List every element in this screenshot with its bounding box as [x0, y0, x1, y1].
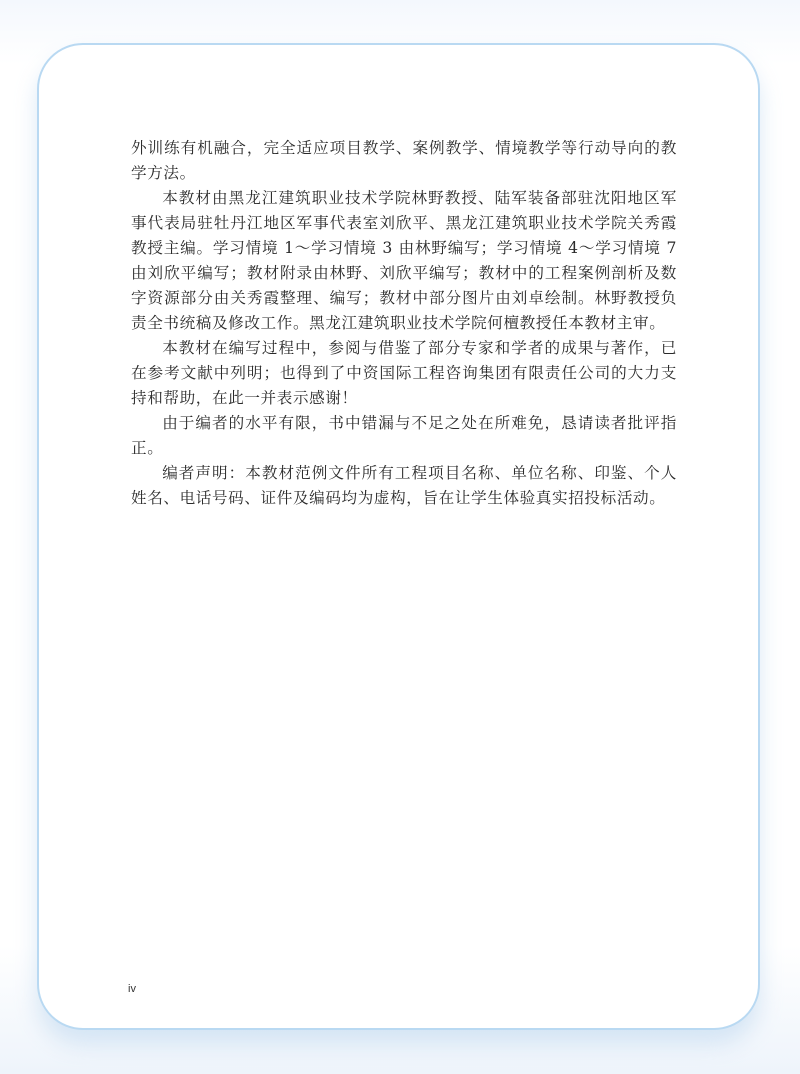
paragraph-editor-statement: 编者声明：本教材范例文件所有工程项目名称、单位名称、印鉴、个人姓名、电话号码、证件及编码均为虚构，旨在让学生体验真实招投标活动。: [131, 464, 677, 507]
body-text: [131, 136, 677, 511]
paragraph-acknowledgements: 本教材在编写过程中，参阅与借鉴了部分专家和学者的成果与著作，已在参考文献中列明；也得到了中资国际工程咨询集团有限责任公司的大力支持和帮助，在此一并表示感谢！: [131, 339, 677, 407]
page-number: iv: [128, 983, 136, 995]
paragraph-authors: 本教材由黑龙江建筑职业技术学院林野教授、陆军装备部驻沈阳地区军事代表局驻牡丹江地区军事代表室刘欣平、黑龙江建筑职业技术学院关秀霞教授主编。学习情境 1～学习情境 3 由林野编写；学习情境 4～学习情境 7 由刘欣平编写；教材附录由林野、刘欣平编写；教材中的工程案例剖析及数字资源部分由关秀霞整理、编写；教材中部分图片由刘卓绘制。林野教授负责全书统稿及修改工作。黑龙江建筑职业技术学院何檀教授任本教材主审。: [131, 189, 677, 332]
paragraph-errata-request: 由于编者的水平有限，书中错漏与不足之处在所难免，恳请读者批评指正。: [131, 414, 677, 457]
paragraph-continuation: 外训练有机融合，完全适应项目教学、案例教学、情境教学等行动导向的教学方法。: [131, 139, 677, 182]
page-card: [37, 43, 760, 1030]
